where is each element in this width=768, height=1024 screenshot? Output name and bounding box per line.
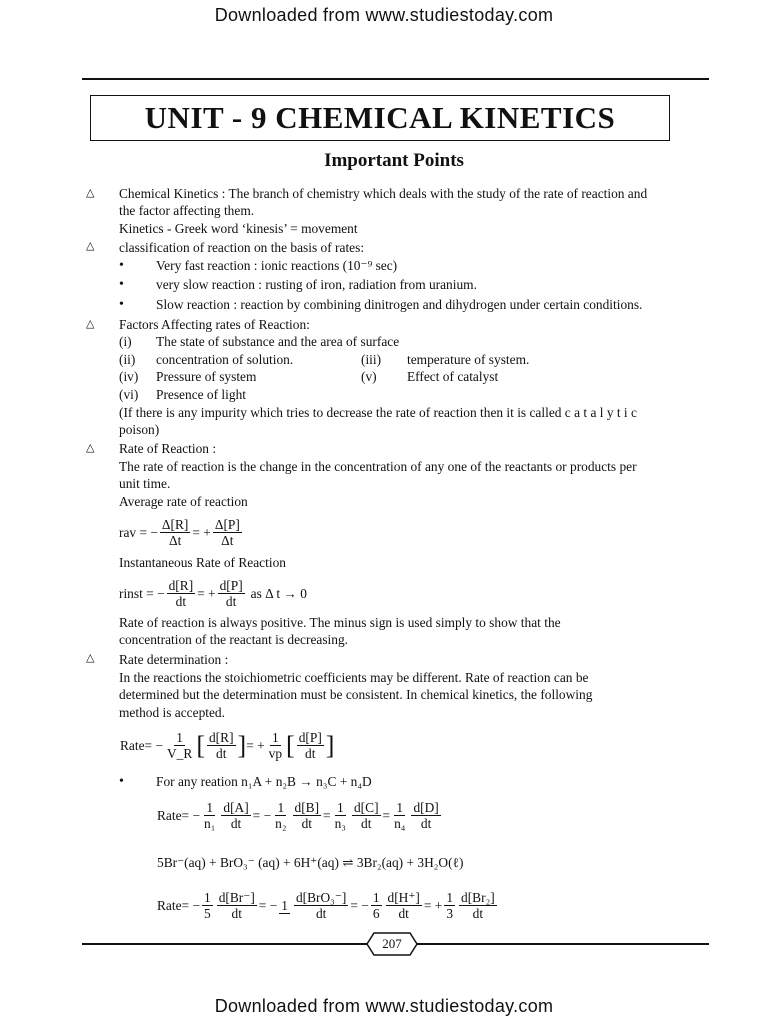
factor-number: (iii) (361, 352, 382, 367)
factor-item: concentration of solution. (156, 352, 294, 367)
equation-lhs: rav = − (119, 524, 158, 540)
limit-condition: as Δ t → 0 (250, 585, 307, 601)
fraction: $\frac{1}{V\_R}$ (167, 730, 193, 761)
fraction: $\frac{d[R]}{dt}$ (168, 578, 194, 609)
derivative-fraction: $\frac{d[A]}{dt}$ (223, 800, 249, 831)
unit-title: UNIT - 9 CHEMICAL KINETICS (90, 95, 670, 141)
factor-item: The state of substance and the area of surface (156, 334, 400, 349)
equation-operator: = + (192, 524, 211, 540)
triangle-bullet-icon: △ (86, 318, 95, 330)
equation-operator: = − (350, 897, 369, 913)
triangle-bullet-icon: △ (86, 652, 95, 664)
equation-lhs: rinst = − (119, 585, 165, 601)
paragraph-line: concentration of the reactant is decreasing. (119, 632, 349, 647)
coefficient-fraction: 1 (281, 897, 288, 913)
fraction: $\frac{d[R]}{dt}$ (208, 730, 234, 761)
coefficient-fraction: $\frac{1}{\text{n₂}}$ (275, 800, 287, 831)
right-bracket: ] (237, 730, 247, 760)
fraction: $\frac{\Delta[P]}{\Delta t}$ (214, 517, 240, 548)
download-banner-bottom: Downloaded from www.studiestoday.com (214, 996, 554, 1016)
derivative-fraction: $\frac{d[D]}{dt}$ (413, 800, 439, 831)
bromate-reaction: 5Br⁻(aq) + BrO₃⁻ (aq) + 6H⁺(aq) ⇌ 3Br₂(aq) + 3H₂O(ℓ) (157, 855, 464, 870)
derivative-fraction: $\frac{d[C]}{dt}$ (353, 800, 379, 831)
fraction: $\frac{d[P]}{dt}$ (219, 578, 243, 609)
list-item: For any reation n₁A + n₂B → n₃C + n₄D (156, 774, 372, 789)
list-item: Very fast reaction : ionic reactions (10⁻⁹ sec) (156, 258, 398, 273)
derivative-fraction: $\frac{d[Br^-]}{dt}$ (218, 890, 255, 921)
equation-lhs: Rate= − (157, 807, 200, 823)
equation-operator: = + (423, 897, 443, 913)
list-item: very slow reaction : rusting of iron, radiation from uranium. (156, 277, 477, 292)
derivative-fraction: $\frac{\text{d[BrO₃⁻]}}{dt}$ (295, 890, 347, 921)
coefficient-fraction: $\frac{1}{\text{n₃}}$ (334, 800, 346, 831)
paragraph-line: unit time. (119, 476, 171, 491)
header-rule (82, 78, 709, 80)
factor-number: (v) (361, 369, 377, 384)
paragraph-line: the factor affecting them. (119, 203, 255, 218)
instantaneous-rate-equation (119, 578, 307, 609)
right-bracket: ] (325, 730, 335, 760)
fraction: $\frac{1}{vp}$ (268, 730, 283, 761)
paragraph-line: Rate of Reaction : (119, 441, 217, 456)
equation-operator: = − (252, 807, 272, 823)
dot-bullet-icon: • (119, 258, 124, 273)
paragraph-line: Average rate of reaction (119, 494, 248, 509)
dot-bullet-icon: • (119, 277, 124, 292)
coefficient-fraction: $\frac{1}{5}$ (204, 890, 211, 921)
left-bracket: [ (196, 730, 205, 760)
general-rate-equation (157, 800, 443, 831)
equation-lhs: Rate= − (157, 897, 200, 913)
equation-operator: = (323, 807, 331, 823)
bromate-rate-equation (157, 890, 499, 921)
paragraph-line: Factors Affecting rates of Reaction: (119, 317, 310, 332)
paragraph-line: Chemical Kinetics : The branch of chemistry which deals with the study of the rate of reaction and (119, 186, 648, 201)
paragraph-line: The rate of reaction is the change in the concentration of any one of the reactants or products per (119, 459, 637, 474)
dot-bullet-icon: • (119, 774, 124, 789)
paragraph-line: classification of reaction on the basis of rates: (119, 240, 365, 255)
list-item: Slow reaction : reaction by combining dinitrogen and dihydrogen under certain conditions. (156, 297, 643, 312)
equation-lhs: Rate= − (120, 737, 163, 753)
average-rate-equation (119, 517, 244, 548)
paragraph-line: poison) (119, 422, 160, 437)
derivative-fraction: $\frac{d[B]}{dt}$ (294, 800, 320, 831)
factor-item: temperature of system. (407, 352, 530, 367)
dot-bullet-icon: • (119, 297, 124, 312)
factor-item: Presence of light (156, 387, 246, 402)
factor-number: (vi) (119, 387, 139, 402)
coefficient-fraction: $\frac{1}{3}$ (446, 890, 454, 921)
section-subtitle: Important Points (324, 150, 464, 171)
download-banner-top: Downloaded from www.studiestoday.com (214, 5, 554, 25)
equation-operator: = + (246, 737, 265, 753)
factor-item: Effect of catalyst (407, 369, 499, 384)
equation-operator: = (382, 807, 391, 823)
factor-number: (i) (119, 334, 132, 349)
paragraph-line: (If there is any impurity which tries to decrease the rate of reaction then it is called c a t a l y t i c (119, 405, 637, 420)
triangle-bullet-icon: △ (86, 442, 95, 454)
paragraph-line: In the reactions the stoichiometric coefficients may be different. Rate of reaction can be (119, 670, 589, 685)
left-bracket: [ (286, 730, 295, 760)
paragraph-line: Rate determination : (119, 652, 229, 667)
paragraph-line: Rate of reaction is always positive. The minus sign is used simply to show that the (119, 615, 561, 630)
paragraph-line: Kinetics - Greek word ‘kinesis’ = movement (119, 221, 358, 236)
triangle-bullet-icon: △ (86, 187, 95, 199)
derivative-fraction: $\frac{\text{d[Br₂]}}{dt}$ (461, 890, 495, 921)
coefficient-fraction: $\frac{1}{6}$ (372, 890, 380, 921)
paragraph-line: Instantaneous Rate of Reaction (119, 555, 286, 570)
paragraph-line: method is accepted. (119, 705, 225, 720)
factor-item: Pressure of system (156, 369, 257, 384)
coefficient-fraction: $\frac{1}{\text{n₁}}$ (204, 800, 216, 831)
factor-number: (iv) (119, 369, 139, 384)
triangle-bullet-icon: △ (86, 240, 95, 252)
fraction: $\frac{\Delta[R]}{\Delta t}$ (161, 517, 189, 548)
factor-number: (ii) (119, 352, 136, 367)
fraction: $\frac{d[P]}{dt}$ (298, 730, 322, 761)
paragraph-line: determined but the determination must be consistent. In chemical kinetics, the following (119, 687, 593, 702)
equation-operator: = + (197, 585, 216, 601)
derivative-fraction: $\frac{d[H^+]}{dt}$ (387, 890, 420, 921)
rate-determination-equation (120, 730, 334, 761)
equation-operator: = − (258, 897, 278, 913)
page-number: 207 (382, 936, 402, 951)
coefficient-fraction: $\frac{1}{\text{n₄}}$ (394, 800, 406, 831)
